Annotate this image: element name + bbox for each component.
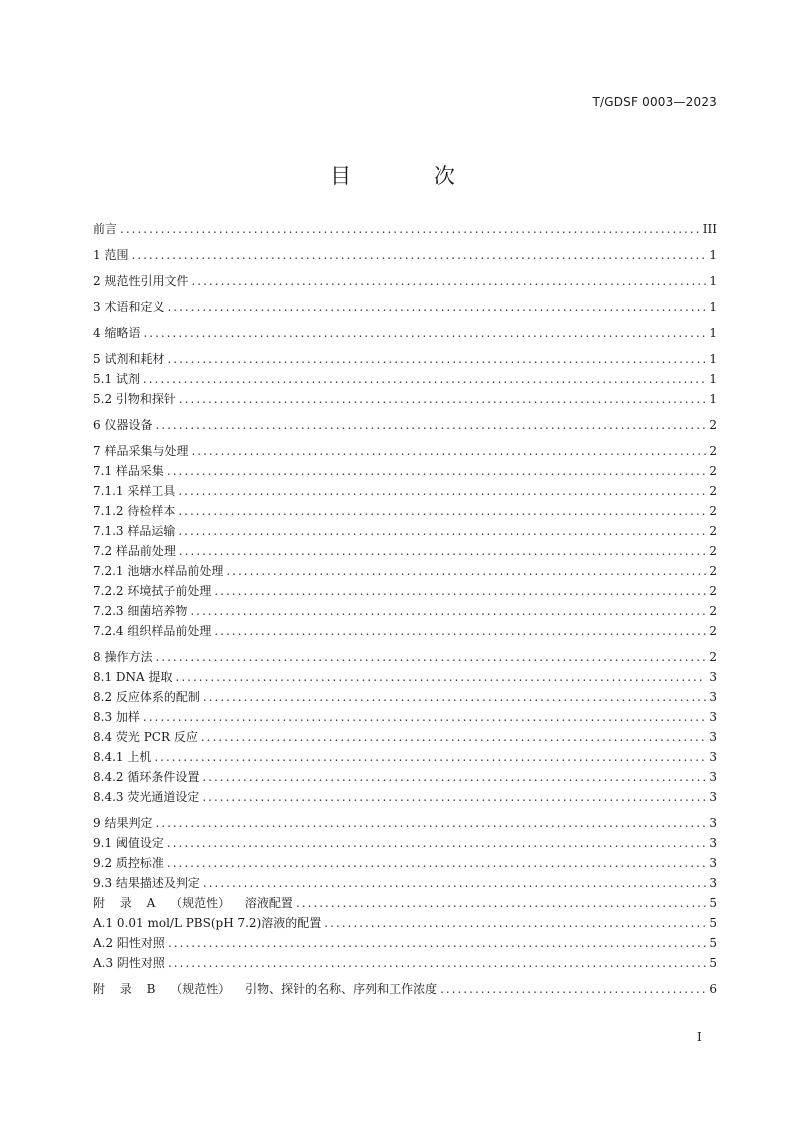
toc-dot-leader [203, 687, 706, 707]
toc-entry-page: 5 [709, 916, 717, 930]
toc-entry[interactable] [93, 687, 717, 707]
toc-entry[interactable] [93, 747, 717, 767]
toc-dot-leader [202, 767, 706, 787]
toc-dot-leader [167, 461, 706, 481]
toc-entry[interactable] [93, 521, 717, 541]
toc-entry-label: 2 规范性引用文件 [93, 274, 189, 288]
toc-entry-label: A.1 0.01 mol/L PBS(pH 7.2)溶液的配置 [93, 916, 322, 930]
toc-dot-leader [167, 833, 706, 853]
toc-dot-leader [167, 853, 706, 873]
toc-entry[interactable] [93, 369, 717, 389]
toc-entry-page: 3 [709, 670, 717, 684]
toc-dot-leader [176, 667, 706, 687]
toc-dot-leader [179, 389, 706, 409]
toc-dot-leader [440, 979, 706, 999]
toc-entry-page: 2 [709, 444, 717, 458]
toc-entry[interactable] [93, 833, 717, 853]
toc-entry-label: 7.1.1 采样工具 [93, 484, 176, 498]
toc-entry-page: 2 [709, 484, 717, 498]
toc-entry[interactable] [93, 813, 717, 833]
toc-entry-page: III [702, 222, 717, 236]
toc-dot-leader [226, 561, 706, 581]
toc-entry-page: 1 [709, 372, 717, 386]
toc-entry[interactable] [93, 707, 717, 727]
toc-entry[interactable] [93, 647, 717, 667]
toc-entry-label: 8.4.3 荧光通道设定 [93, 790, 200, 804]
toc-entry-label: 9 结果判定 [93, 816, 153, 830]
toc-entry[interactable] [93, 581, 717, 601]
toc-entry-page: 3 [709, 710, 717, 724]
toc-entry-label: 9.1 阈值设定 [93, 836, 164, 850]
page-title: 目 次 [330, 164, 493, 188]
toc-entry-label: 5 试剂和耗材 [93, 352, 165, 366]
toc-entry[interactable] [93, 979, 717, 999]
toc-entry-label: 7.2.3 细菌培养物 [93, 604, 188, 618]
toc-dot-leader [190, 601, 706, 621]
toc-entry[interactable] [93, 389, 717, 409]
toc-dot-leader [168, 953, 706, 973]
toc-entry-label: 8.4.1 上机 [93, 750, 152, 764]
toc-entry-label: 8.1 DNA 提取 [93, 670, 173, 684]
toc-entry-page: 2 [709, 564, 717, 578]
toc-entry-page: 1 [709, 326, 717, 340]
toc-entry-page: 2 [709, 604, 717, 618]
toc-entry-page: 2 [709, 464, 717, 478]
toc-dot-leader [155, 415, 706, 435]
toc-entry[interactable] [93, 873, 717, 893]
toc-entry-label: 8 操作方法 [93, 650, 153, 664]
toc-dot-leader [214, 581, 706, 601]
toc-entry[interactable] [93, 601, 717, 621]
toc-entry-label: 7.2.1 池塘水样品前处理 [93, 564, 224, 578]
toc-entry-label: 4 缩略语 [93, 326, 141, 340]
toc-entry[interactable] [93, 271, 717, 291]
toc-entry-label: 8.2 反应体系的配制 [93, 690, 200, 704]
toc-entry-label: 8.3 加样 [93, 710, 140, 724]
toc-entry[interactable] [93, 621, 717, 641]
toc-entry-page: 3 [709, 856, 717, 870]
toc-entry-label: 附 录 B （规范性） 引物、探针的名称、序列和工作浓度 [93, 982, 438, 996]
toc-entry[interactable] [93, 913, 717, 933]
toc-entry-page: 3 [709, 790, 717, 804]
toc-dot-leader [143, 369, 706, 389]
toc-entry[interactable] [93, 853, 717, 873]
toc-dot-leader [191, 271, 706, 291]
toc-dot-leader [324, 913, 706, 933]
toc-entry[interactable] [93, 561, 717, 581]
toc-dot-leader [214, 621, 706, 641]
toc-entry[interactable] [93, 349, 717, 369]
toc-entry[interactable] [93, 245, 717, 265]
toc-entry-label: 1 范围 [93, 248, 129, 262]
toc-entry-page: 1 [709, 300, 717, 314]
toc-dot-leader [202, 787, 706, 807]
toc-dot-leader [143, 707, 706, 727]
toc-dot-leader [191, 441, 706, 461]
toc-entry-page: 2 [709, 504, 717, 518]
toc-dot-leader [178, 521, 706, 541]
toc-entry-page: 1 [709, 274, 717, 288]
toc-dot-leader [178, 481, 706, 501]
toc-dot-leader [203, 873, 706, 893]
toc-entry-page: 2 [709, 524, 717, 538]
toc-entry[interactable] [93, 297, 717, 317]
toc-entry-page: 1 [709, 392, 717, 406]
toc-dot-leader [143, 323, 706, 343]
toc-entry[interactable] [93, 541, 717, 561]
toc-entry-label: A.2 阳性对照 [93, 936, 165, 950]
toc-entry[interactable] [93, 501, 717, 521]
toc-entry-label: 7 样品采集与处理 [93, 444, 189, 458]
toc-entry-page: 3 [709, 690, 717, 704]
toc-dot-leader [167, 349, 706, 369]
toc-entry[interactable] [93, 953, 717, 973]
toc-entry-label: 3 术语和定义 [93, 300, 165, 314]
toc-entry-label: A.3 阴性对照 [93, 956, 165, 970]
toc-dot-leader [296, 893, 706, 913]
toc-entry[interactable] [93, 767, 717, 787]
toc-entry-label: 7.2.4 组织样品前处理 [93, 624, 212, 638]
toc-entry-page: 6 [709, 982, 717, 996]
toc-entry[interactable] [93, 461, 717, 481]
toc-dot-leader [178, 501, 706, 521]
toc-entry-label: 7.1 样品采集 [93, 464, 164, 478]
toc-dot-leader [168, 933, 706, 953]
toc-entry-page: 3 [709, 770, 717, 784]
toc-entry-page: 3 [709, 730, 717, 744]
toc-entry-page: 3 [709, 750, 717, 764]
toc-entry[interactable] [93, 219, 717, 239]
toc-entry[interactable] [93, 415, 717, 435]
toc-entry-page: 5 [709, 936, 717, 950]
toc-entry-label: 7.1.3 样品运输 [93, 524, 176, 538]
toc-dot-leader [179, 541, 706, 561]
toc-entry-page: 5 [709, 896, 717, 910]
toc-entry-label: 8.4 荧光 PCR 反应 [93, 730, 198, 744]
toc-entry[interactable] [93, 481, 717, 501]
toc-entry-page: 1 [709, 248, 717, 262]
toc-entry-label: 8.4.2 循环条件设置 [93, 770, 200, 784]
toc-entry-page: 3 [709, 876, 717, 890]
toc-entry-label: 5.1 试剂 [93, 372, 140, 386]
toc-dot-leader [155, 813, 706, 833]
toc-entry-page: 2 [709, 418, 717, 432]
toc-entry[interactable] [93, 441, 717, 461]
toc-entry-page: 2 [709, 584, 717, 598]
toc-entry[interactable] [93, 727, 717, 747]
toc-entry-page: 3 [709, 836, 717, 850]
toc-entry[interactable] [93, 323, 717, 343]
toc-entry-page: 2 [709, 650, 717, 664]
toc-dot-leader [155, 647, 706, 667]
toc-dot-leader [120, 219, 700, 239]
toc-dot-leader [154, 747, 706, 767]
toc-entry-page: 5 [709, 956, 717, 970]
toc-entry-label: 7.2.2 环境拭子前处理 [93, 584, 212, 598]
toc-dot-leader [131, 245, 706, 265]
toc-entry-page: 2 [709, 624, 717, 638]
toc-entry-label: 7.2 样品前处理 [93, 544, 176, 558]
toc-entry-label: 9.3 结果描述及判定 [93, 876, 200, 890]
table-of-contents [93, 219, 717, 999]
toc-entry[interactable] [93, 667, 717, 687]
toc-entry-label: 附 录 A （规范性） 溶液配置 [93, 896, 293, 910]
toc-entry[interactable] [93, 893, 717, 913]
page-number: I [697, 1030, 702, 1044]
toc-entry-label: 5.2 引物和探针 [93, 392, 176, 406]
toc-entry-label: 7.1.2 待检样本 [93, 504, 176, 518]
toc-entry[interactable] [93, 933, 717, 953]
toc-entry[interactable] [93, 787, 717, 807]
toc-entry-label: 9.2 质控标准 [93, 856, 164, 870]
toc-entry-label: 6 仪器设备 [93, 418, 153, 432]
toc-dot-leader [201, 727, 706, 747]
toc-entry-label: 前言 [93, 222, 118, 236]
toc-entry-page: 3 [709, 816, 717, 830]
document-code: T/GDSF 0003—2023 [592, 95, 717, 109]
toc-entry-page: 2 [709, 544, 717, 558]
toc-entry-page: 1 [709, 352, 717, 366]
toc-dot-leader [167, 297, 706, 317]
